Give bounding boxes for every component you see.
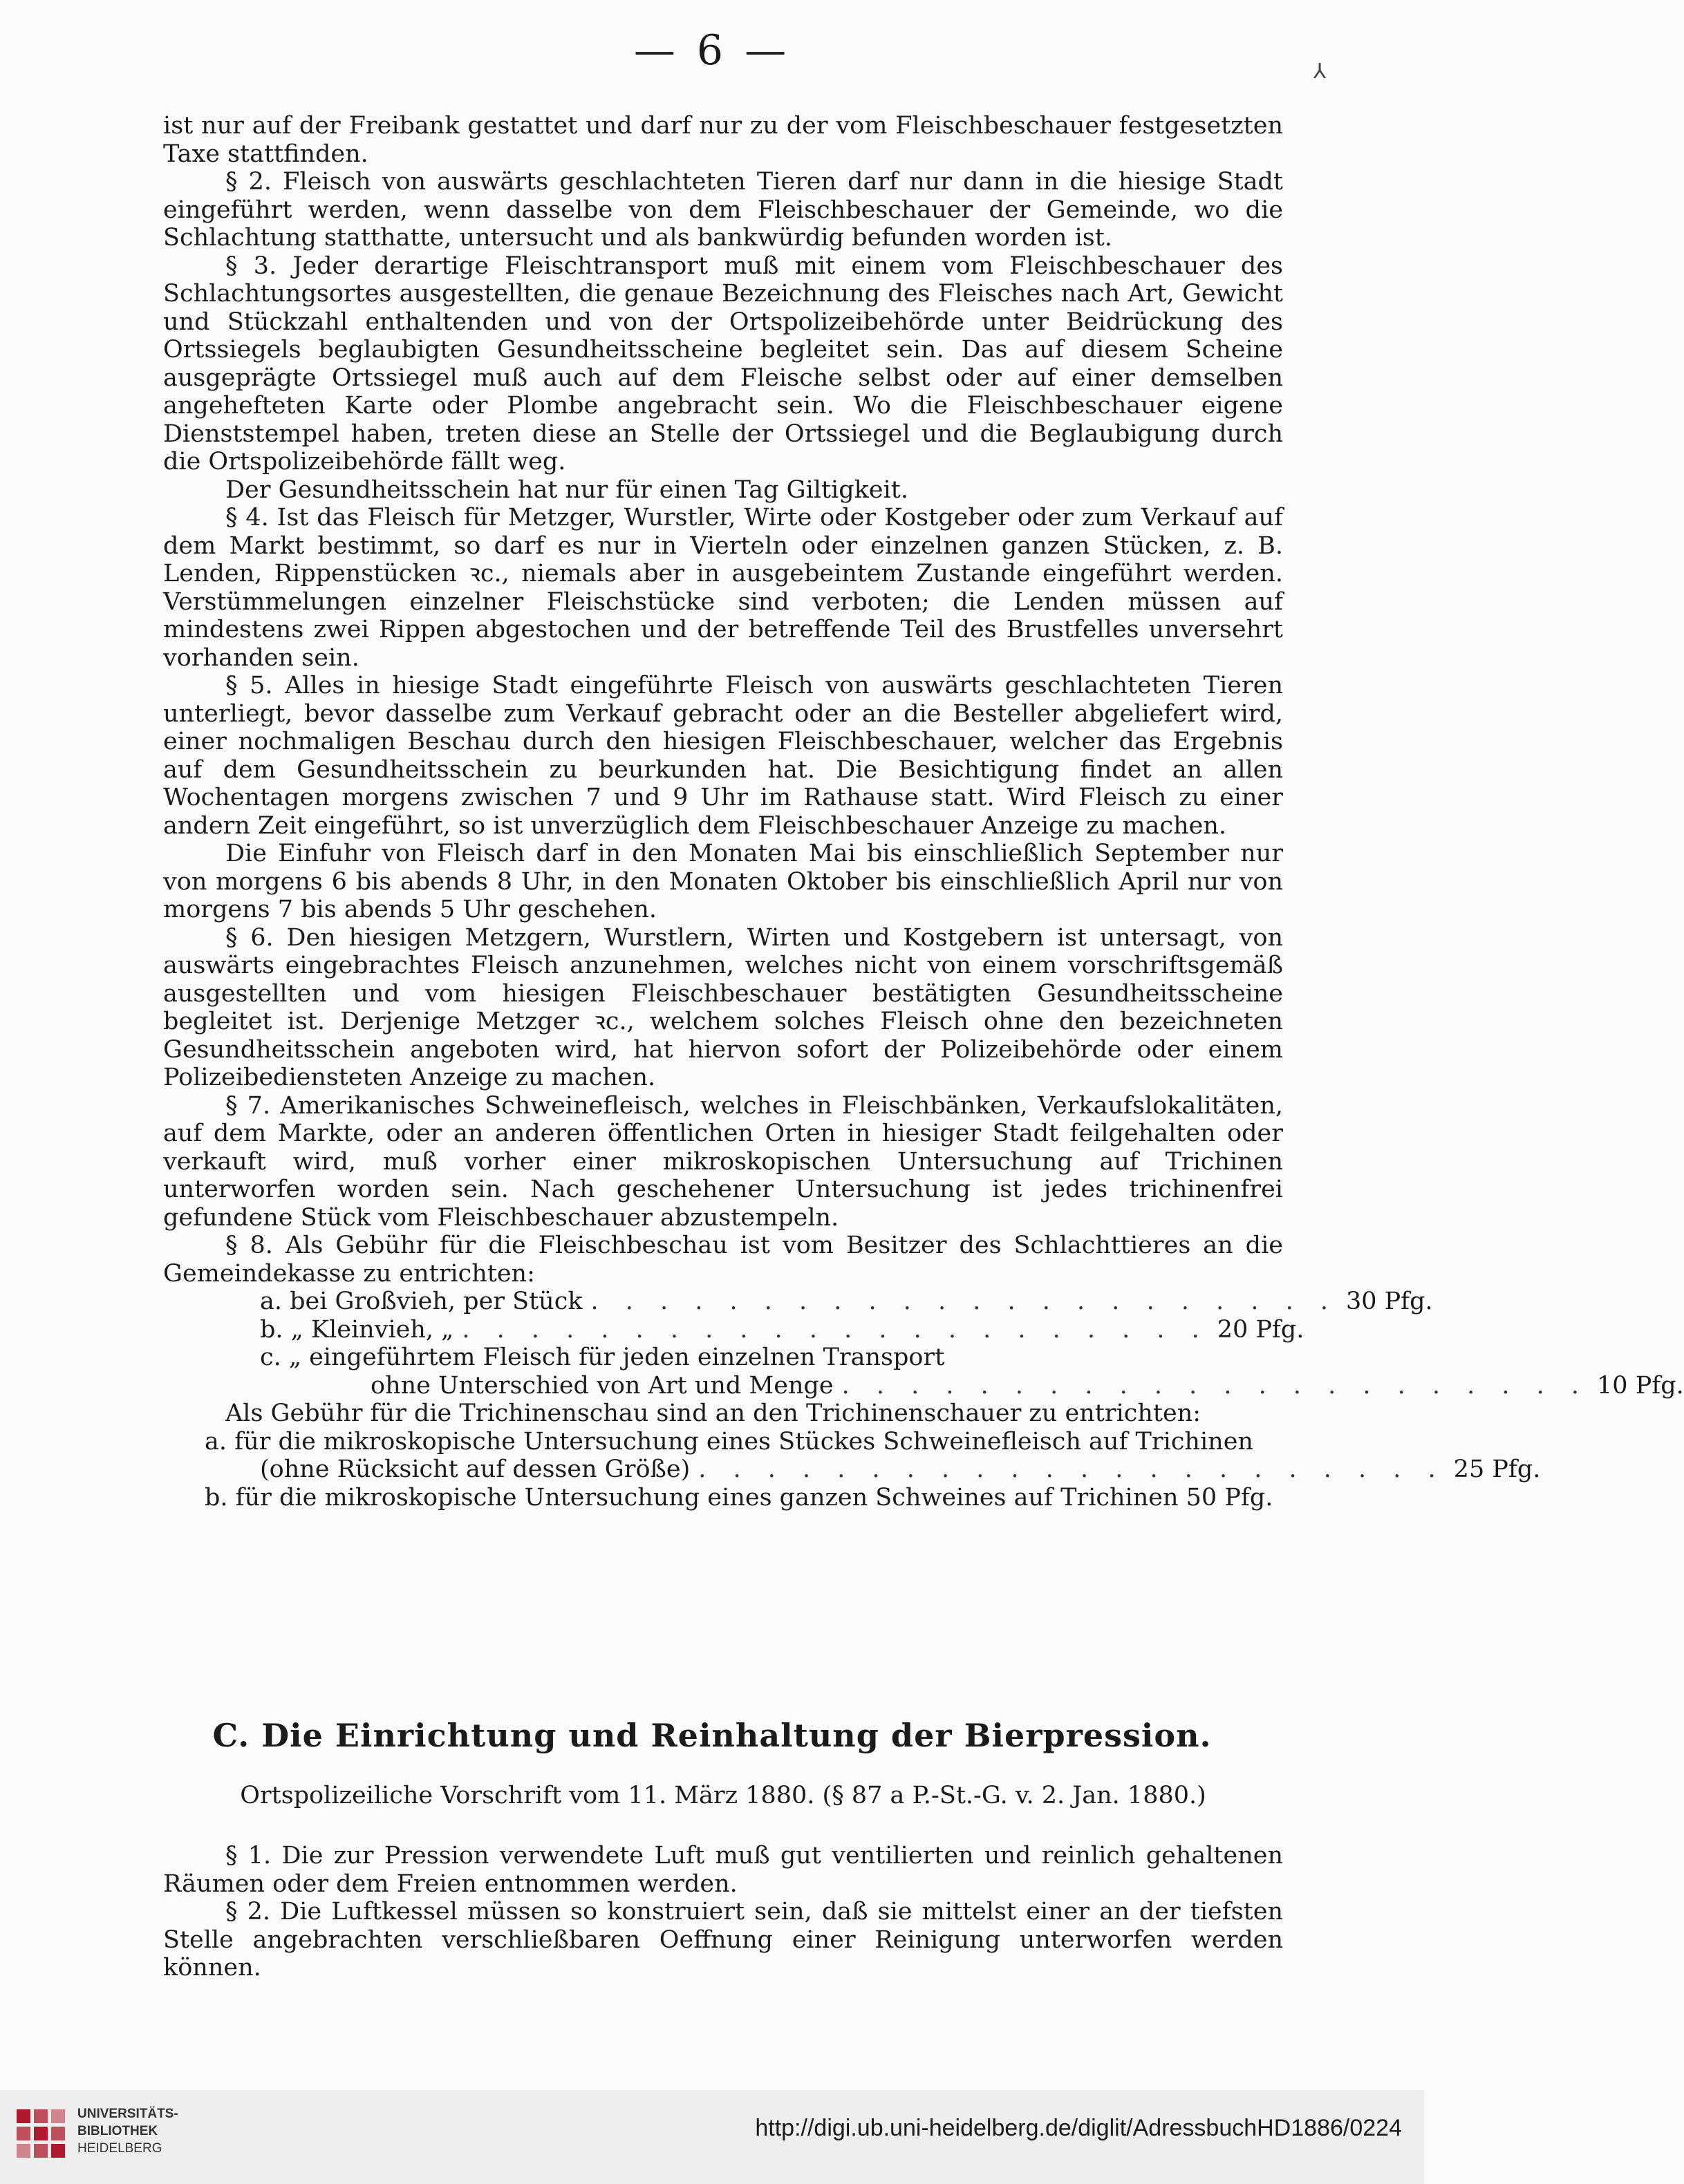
footer-bar [0,2090,1424,2184]
paragraph-continuation: ist nur auf der Freibank gestattet und darf nur zu der vom Fleischbeschauer festgesetzten Taxe stattfinden. [163,112,1283,168]
source-url-link[interactable]: http://digi.ub.uni-heidelberg.de/diglit/AdressbuchHD1886/0224 [755,2115,1402,2141]
fee-row [163,1288,1433,1316]
fee-row [163,1456,1541,1484]
trichinen-fee-b: b. für die mikroskopische Untersuchung eines ganzen Schweines auf Trichinen 50 Pfg. [205,1483,1273,1512]
logo-line: HEIDELBERG [77,2141,162,2156]
paragraph-section-8: § 8. Als Gebühr für die Fleischbeschau ist vom Besitzer des Schlachttieres an die Gemeindekasse zu entrichten: [163,1232,1283,1288]
library-logo-text [77,2105,178,2157]
paragraph-section-7: § 7. Amerikanisches Schweinefleisch, welches in Fleischbänken, Verkaufslokalitäten, auf dem Markte, oder an anderen öffentlichen Orten in hiesiger Stadt feilgehalten oder verkauft wird, muß vorher einer mikroskopischen Untersuchung auf Trichinen unterworfen worden sein. Nach geschehener Untersuchung ist jedes trichinenfrei gefundene Stück vom Fleischbeschauer abzustempeln. [163,1091,1283,1232]
fee-label: c. „ eingeführtem Fleisch für jeden einzelnen Transport [260,1344,945,1371]
leader-dots: . . . . . . . . . . . . . . . . . . . . . . [841,1371,1589,1400]
fee-label: ohne Unterschied von Art und Menge [371,1371,834,1400]
fee-row [163,1344,1283,1372]
paragraph-validity: Der Gesundheitsschein hat nur für einen Tag Giltigkeit. [225,476,908,504]
body-text [163,112,1684,1512]
fee-row [163,1371,1684,1400]
leader-dots: . . . . . . . . . . . . . . . . . . . . . . [698,1456,1446,1483]
trichinen-fee-a: a. für die mikroskopische Untersuchung eines Stückes Schweinefleisch auf Trichinen [205,1427,1253,1456]
leader-dots: . . . . . . . . . . . . . . . . . . . . . . [590,1288,1338,1315]
leader-dots: . . . . . . . . . . . . . . . . . . . . . . [462,1315,1209,1344]
paragraph-c-section-2: § 2. Die Luftkessel müssen so konstruiert sein, daß sie mittelst einer an der tiefsten Stelle angebrachten verschließbaren Oeffnung einer Reinigung unterworfen werden können. [163,1898,1283,1981]
fee-amount: 10 Pfg. [1597,1371,1684,1400]
logo-line: UNIVERSITÄTS- [77,2107,178,2121]
paragraph-section-5: § 5. Alles in hiesige Stadt eingeführte Fleisch von auswärts geschlachteten Tieren unterliegt, bevor dasselbe zum Verkauf gebracht oder an die Besteller abgeliefert wird, einer nochmaligen Beschau durch den hiesigen Fleischbeschauer, welcher das Ergebnis auf dem Gesundheitsschein zu beurkunden hat. Die Besichtigung findet an allen Wochentagen morgens zwischen 7 und 9 Uhr im Rathause statt. Wird Fleisch zu einer andern Zeit eingeführt, so ist unverzüglich dem Fleischbeschauer Anzeige zu machen. [163,672,1283,840]
paragraph-section-2: § 2. Fleisch von auswärts geschlachteten Tieren darf nur dann in die hiesige Stadt eingeführt werden, wenn dasselbe von dem Fleischbeschauer der Gemeinde, wo die Schlachtung statthatte, untersucht und als bankwürdig befunden worden ist. [163,168,1283,252]
paragraph-section-4: § 4. Ist das Fleisch für Metzger, Wurstler, Wirte oder Kostgeber oder zum Verkauf auf dem Markt bestimmt, so darf es nur in Vierteln oder einzelnen ganzen Stücken, z. B. Lenden, Rippenstücken ꝛc., niemals aber in ausgebeintem Zustande eingeführt werden. Verstümmelungen einzelner Fleischstücke sind verboten; die Lenden müssen auf mindestens zwei Rippen abgestochen und der betreffende Teil des Brustfelles unversehrt vorhanden sein. [163,504,1283,672]
page-number: — 6 — [633,26,791,75]
fee-amount: 25 Pfg. [1453,1456,1541,1483]
paragraph-import-hours: Die Einfuhr von Fleisch darf in den Monaten Mai bis einschließlich September nur von morgens 6 bis abends 8 Uhr, in den Monaten Oktober bis einschließlich April nur von morgens 7 bis abends 5 Uhr geschehen. [163,840,1283,923]
fee-amount: 20 Pfg. [1217,1315,1304,1344]
fee-row [163,1315,1304,1344]
paragraph-section-6: § 6. Den hiesigen Metzgern, Wurstlern, Wirten und Kostgebern ist untersagt, von auswärts eingebrachtes Fleisch anzunehmen, welches nicht von einem vorschriftsgemäß ausgestellten und vom hiesigen Fleischbeschauer bestätigten Gesundheitsscheine begleitet ist. Derjenige Metzger ꝛc., welchem solches Fleisch ohne den bezeichneten Gesundheitsschein angeboten wird, hat hiervon sofort der Polizeibehörde oder einem Polizeibediensteten Anzeige zu machen. [163,923,1283,1091]
logo-line: BIBLIOTHEK [77,2124,158,2138]
fee-amount: 30 Pfg. [1345,1288,1433,1315]
paragraph-c-section-1: § 1. Die zur Pression verwendete Luft muß gut ventilierten und reinlich gehaltenen Räumen oder dem Freien entnommen werden. [163,1842,1283,1898]
section-body [163,1842,1283,1982]
section-subheading: Ortspolizeiliche Vorschrift vom 11. März 1880. (§ 87 a P.-St.-G. v. 2. Jan. 1880.) [240,1782,1206,1809]
section-heading: C. Die Einrichtung und Reinhaltung der Bierpression. [212,1717,1212,1754]
paragraph-section-3: § 3. Jeder derartige Fleischtransport muß mit einem vom Fleischbeschauer des Schlachtungsortes ausgestellten, die genaue Bezeichnung des Fleisches nach Art, Gewicht und Stückzahl enthaltenden und von der Ortspolizeibehörde unter Beidrückung des Ortssiegels beglaubigten Gesundheitsscheine begleitet sein. Das auf diesem Scheine ausgeprägte Ortssiegel muß auch auf dem Fleische selbst oder auf einer demselben angehefteten Karte oder Plombe angebracht sein. Wo die Fleischbeschauer eigene Dienststempel haben, treten diese an Stelle der Ortssiegel und die Beglaubigung durch die Ortspolizeibehörde fällt weg. [163,252,1283,476]
trichinen-intro: Als Gebühr für die Trichinenschau sind an den Trichinenschauer zu entrichten: [225,1400,1201,1427]
fee-label: b. „ Kleinvieh, „ [260,1315,454,1344]
margin-mark: ⅄ [1313,59,1327,84]
library-logo-icon [14,2107,68,2161]
fee-label: a. bei Großvieh, per Stück [260,1288,583,1315]
fee-label: (ohne Rücksicht auf dessen Größe) [260,1456,691,1483]
